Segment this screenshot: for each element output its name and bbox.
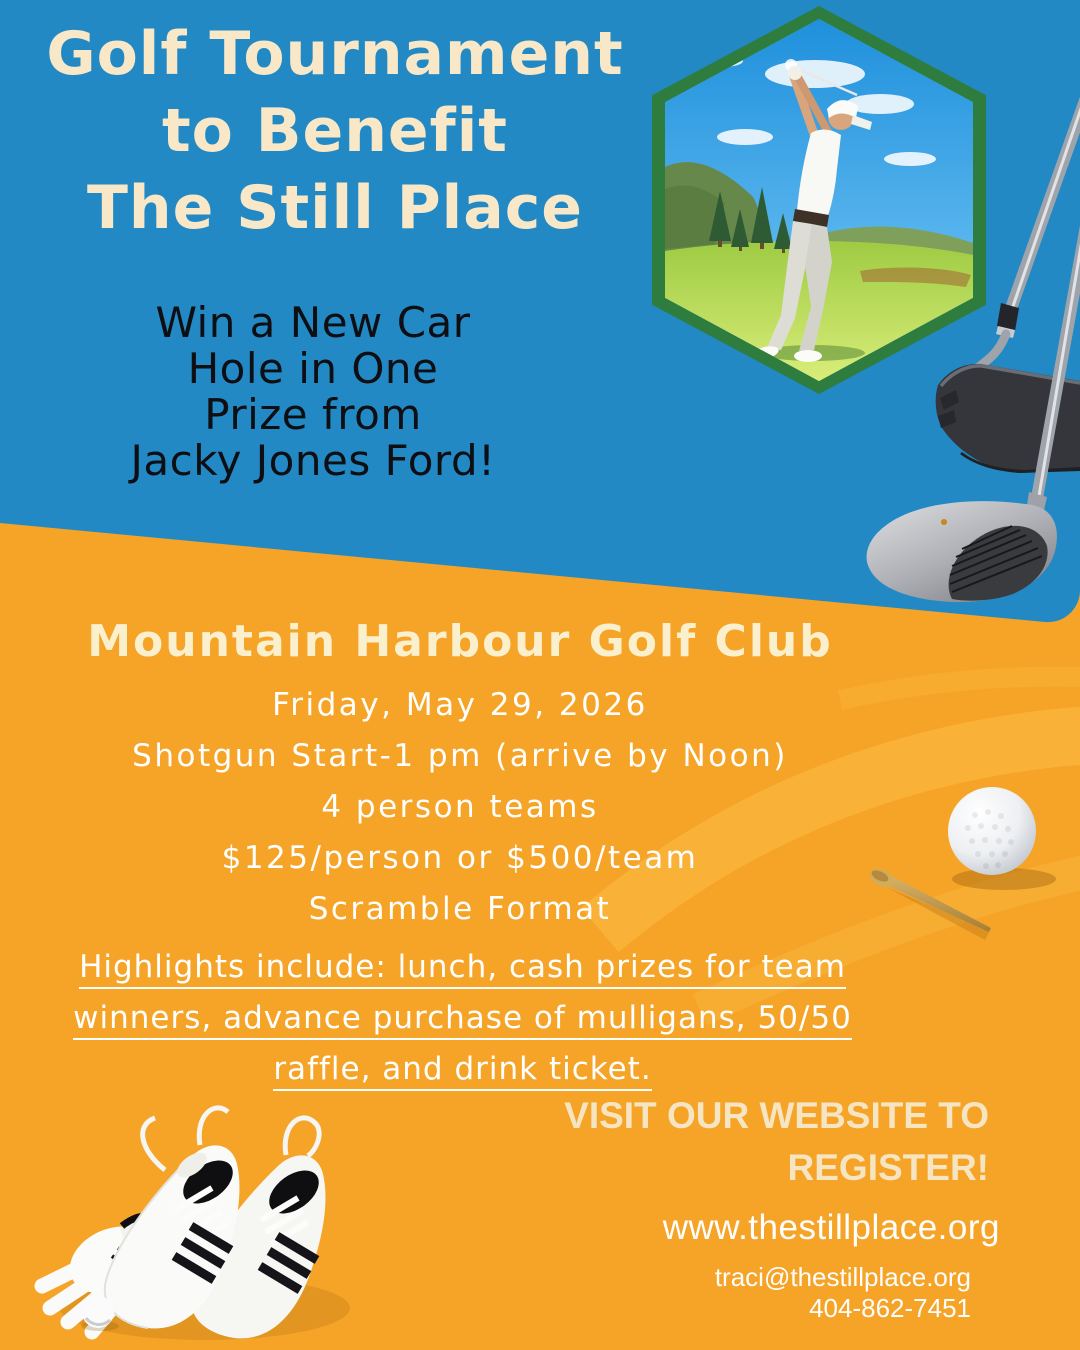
title-line-2: to Benefit <box>162 96 508 166</box>
highlights-line-3: raffle, and drink ticket. <box>273 1051 651 1091</box>
prize-line-3: Prize from <box>204 390 422 439</box>
contact-info <box>471 1262 971 1324</box>
hole-in-one-prize-text <box>0 300 626 484</box>
event-date: Friday, May 29, 2026 <box>272 687 648 723</box>
team-size: 4 person teams <box>321 789 599 825</box>
poster-title <box>0 16 670 247</box>
entry-fee: $125/person or $500/team <box>221 840 699 876</box>
putter-hosel <box>976 334 1006 369</box>
highlights-line-1: Highlights include: lunch, cash prizes for team <box>79 949 846 989</box>
event-details <box>0 680 920 935</box>
website-url[interactable]: www.thestillplace.org <box>662 1208 1000 1247</box>
prize-line-1: Win a New Car <box>155 298 471 347</box>
putter-shaft <box>1009 92 1080 314</box>
venue-name: Mountain Harbour Golf Club <box>87 616 833 667</box>
golf-shoes-and-glove-graphic <box>0 1060 400 1350</box>
cta-line-1: VISIT OUR WEBSITE TO <box>564 1095 989 1136</box>
cta-line-2: REGISTER! <box>787 1147 989 1188</box>
prize-line-4: Jacky Jones Ford! <box>130 436 496 485</box>
event-start-time: Shotgun Start-1 pm (arrive by Noon) <box>132 738 788 774</box>
prize-line-2: Hole in One <box>187 344 439 393</box>
format: Scramble Format <box>308 891 612 927</box>
register-call-to-action <box>389 1090 989 1194</box>
title-line-3: The Still Place <box>87 173 583 243</box>
highlights-line-2: winners, advance purchase of mulligans, 50/50 <box>73 1000 852 1040</box>
contact-phone[interactable]: 404-862-7451 <box>809 1293 971 1323</box>
title-line-1: Golf Tournament <box>46 19 624 89</box>
contact-email[interactable]: traci@thestillplace.org <box>714 1262 971 1292</box>
